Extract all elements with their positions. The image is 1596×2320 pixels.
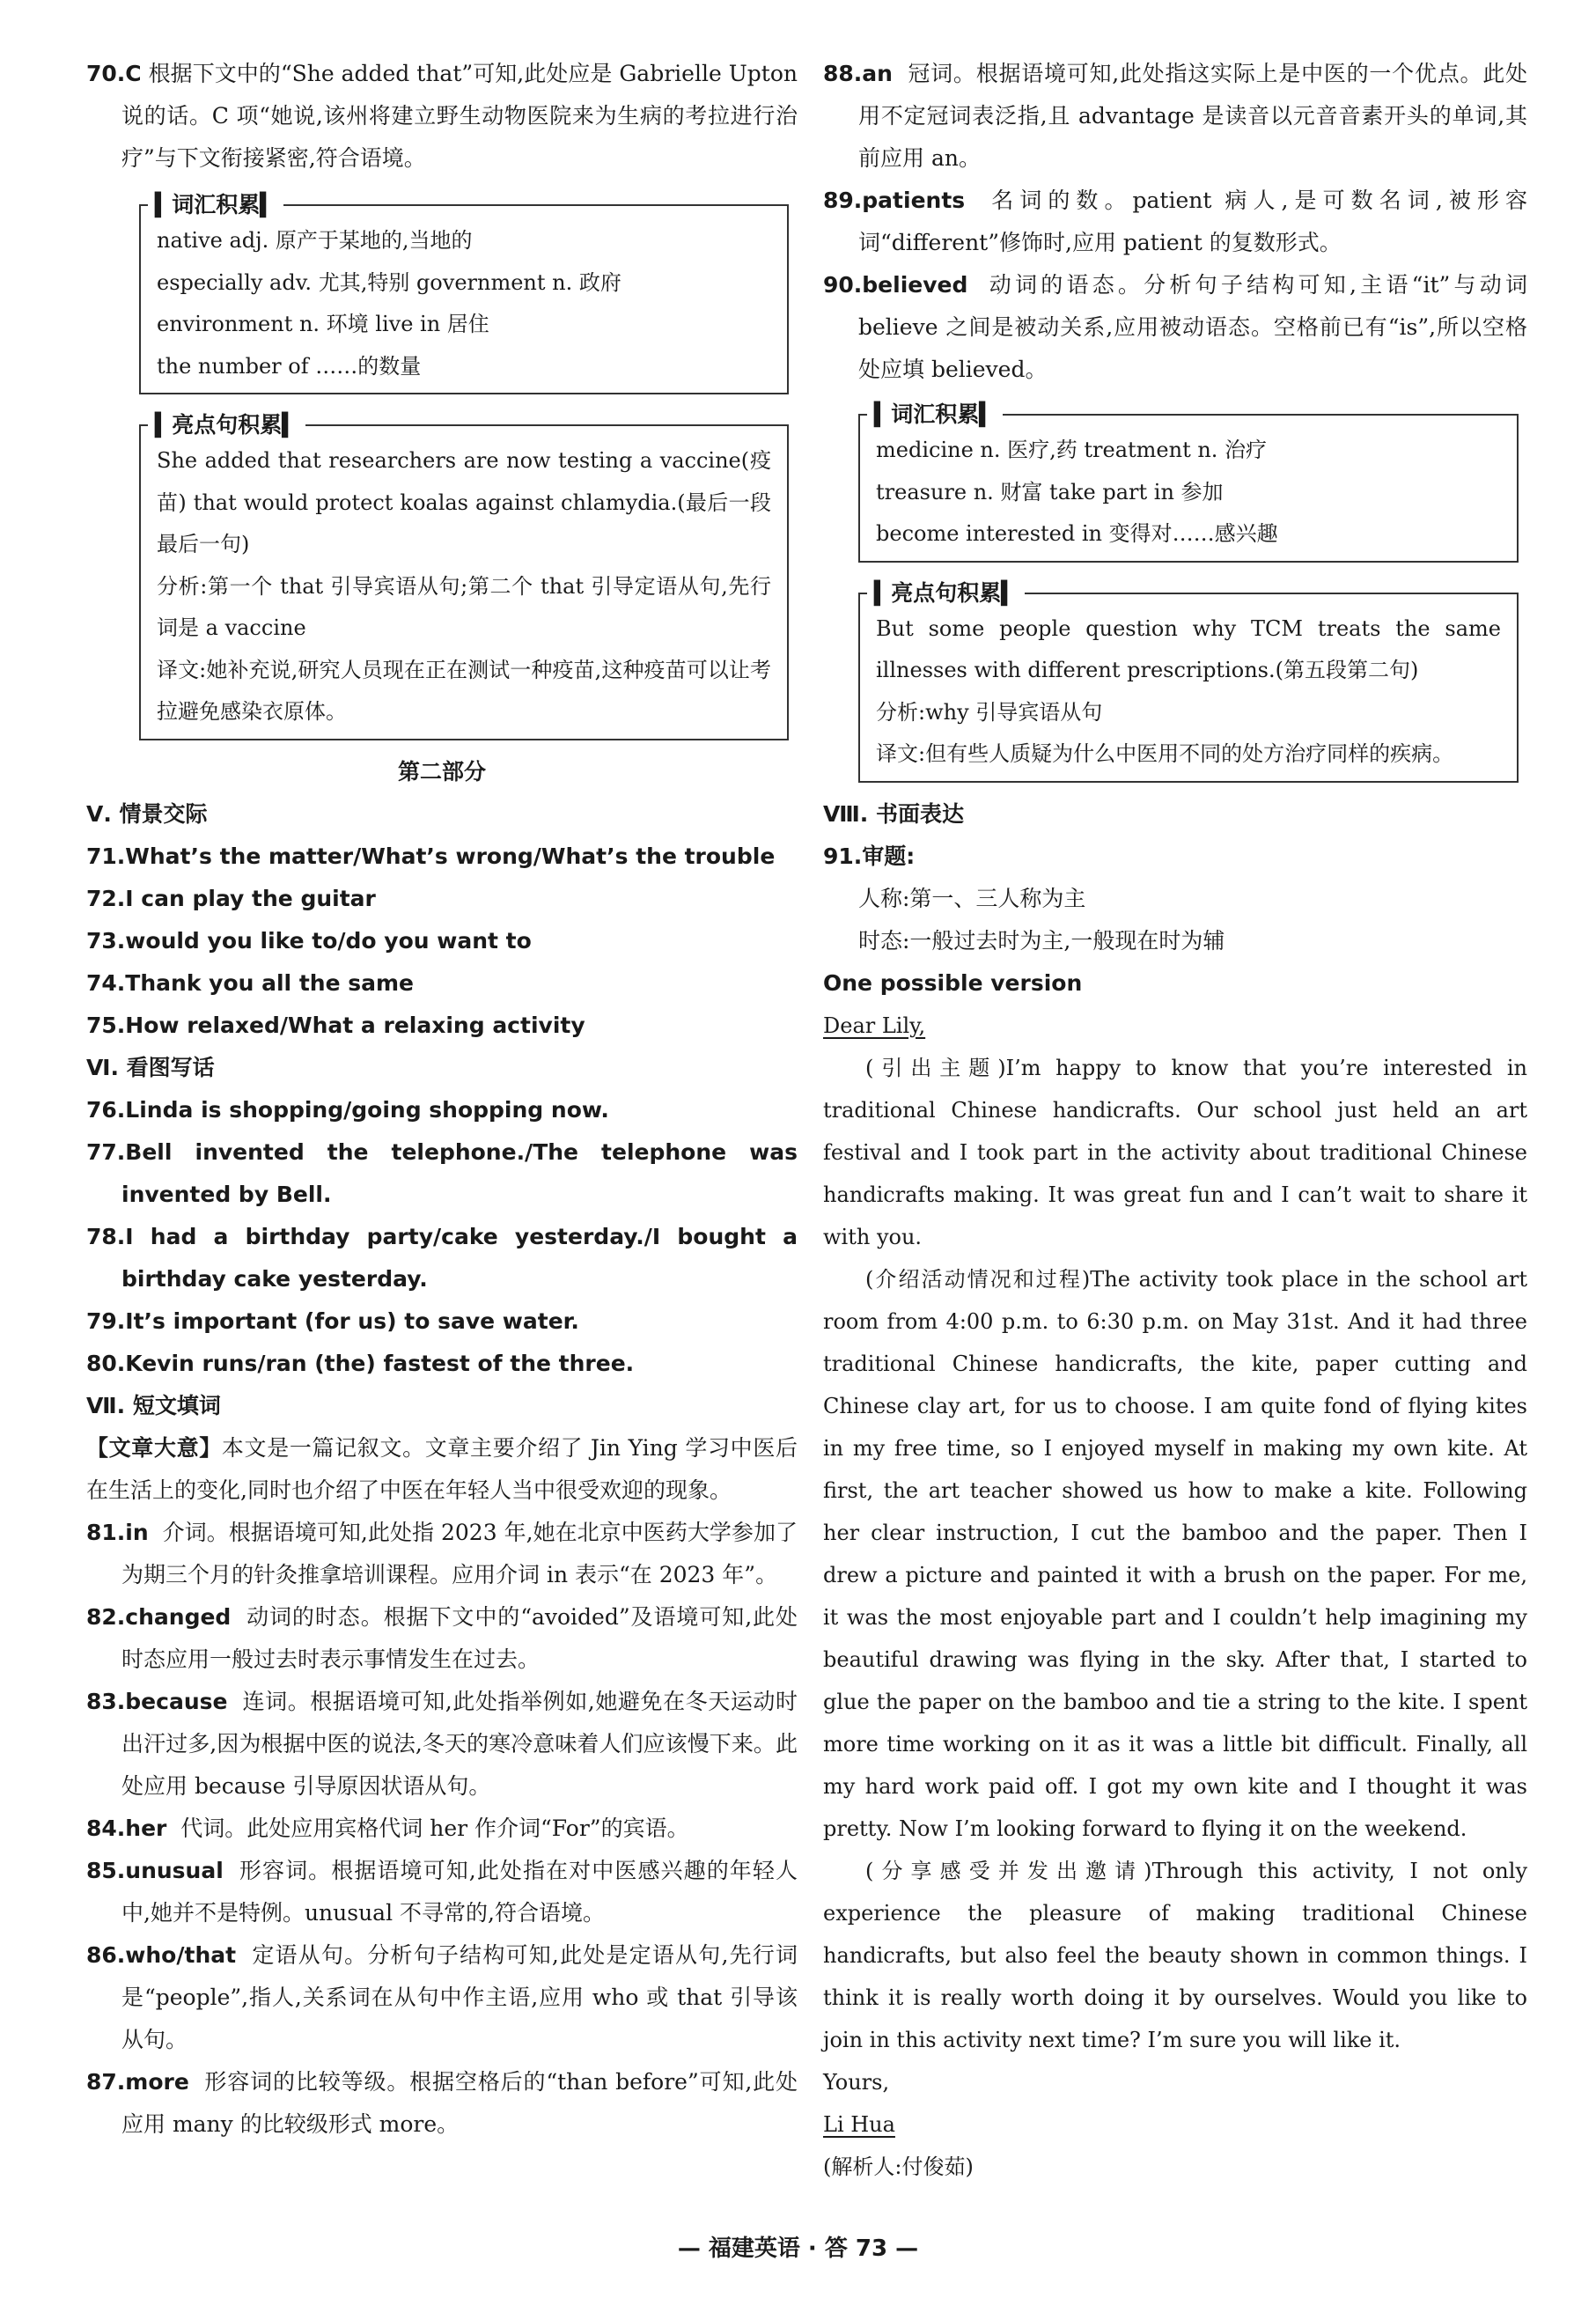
answer-75: 75.How relaxed/What a relaxing activity <box>86 1012 585 1038</box>
section-heading: Ⅴ. 情景交际 <box>86 800 208 827</box>
sentence-translation: 译文:但有些人质疑为什么中医用不同的处方治疗同样的疾病。 <box>876 741 1454 767</box>
sentence-translation: 译文:她补充说,研究人员现在正在测试一种疫苗,这种疫苗可以让考拉避免感染衣原体。 <box>157 657 771 725</box>
answer-88: 88.an 冠词。根据语境可知,此处指这实际上是中医的一个优点。此处用不定冠词表泛指,且 advantage 是读音以元音音素开头的单词,其前应用 an。 <box>823 61 1527 171</box>
vocab-line: environment n. 环境 live in 居住 <box>157 312 489 337</box>
answer-81: 81.in 介词。根据语境可知,此处指 2023 年,她在北京中医药大学参加了为期三个月的针灸推拿培训课程。应用介词 in 表示“在 2023 年”。 <box>86 1519 798 1587</box>
answer-78: 78.I had a birthday party/cake yesterday./I bought a birthday cake yesterday. <box>86 1223 798 1292</box>
article-summary <box>86 1427 798 1512</box>
letter-greeting: Dear Lily, <box>823 1013 926 1038</box>
sample-letter <box>823 1005 1527 2188</box>
key-sentence-box <box>858 579 1519 783</box>
version-heading: One possible version <box>823 969 1083 996</box>
answer-72: 72.I can play the guitar <box>86 885 376 911</box>
answer-84: 84.her 代词。此处应用宾格代词 her 作介词“For”的宾语。 <box>86 1815 689 1841</box>
box-title: ▍ 词汇积累 ▍ <box>148 188 283 222</box>
letter-closing: Yours, <box>823 2069 890 2095</box>
answer-82: 82.changed 动词的时态。根据下文中的“avoided”及语境可知,此处时态应用一般过去时表示事情发生在过去。 <box>86 1603 798 1672</box>
box-title: ▍ 亮点句积累 ▍ <box>148 409 305 442</box>
answer-85: 85.unusual 形容词。根据语境可知,此处指在对中医感兴趣的年轻人中,她并不是特例。unusual 不寻常的,符合语境。 <box>86 1857 798 1926</box>
sentence-analysis: 分析:第一个 that 引导宾语从句;第二个 that 引导定语从句,先行词是 a vaccine <box>157 573 771 641</box>
answer-explanation: 根据下文中的“She added that”可知,此处应是 Gabrielle Upton 说的话。C 项“她说,该州将建立野生动物医院来为生病的考拉进行治疗”与下文衔接紧密,符合语境。 <box>121 61 798 171</box>
answer-87: 87.more 形容词的比较等级。根据空格后的“than before”可知,此处应用 many 的比较级形式 more。 <box>86 2068 798 2137</box>
vocab-line: the number of ……的数量 <box>157 353 422 379</box>
answer-76: 76.Linda is shopping/going shopping now. <box>86 1096 609 1123</box>
answer-number: 70.C <box>86 61 142 86</box>
section-heading: Ⅶ. 短文填词 <box>86 1392 221 1418</box>
letter-paragraph-1: (引出主题)I’m happy to know that you’re interested in traditional Chinese handicrafts. Our school just held an art festival and I took part in the activity about traditional Chinese handicrafts making. It was great fun and I can’t wait to share it with you. <box>823 1055 1527 1249</box>
q91-label: 91.审题: <box>823 843 916 869</box>
page-footer: — 福建英语 · 答 73 — <box>677 2235 919 2262</box>
key-sentence: She added that researchers are now testing a vaccine(疫苗) that would protect koalas against chlamydia.(最后一段最后一句) <box>157 448 771 557</box>
key-sentence-box <box>139 412 789 740</box>
vocab-line: especially adv. 尤其,特别 government n. 政府 <box>157 269 621 295</box>
tense-note: 时态:一般过去时为主,一般现在时为辅 <box>858 927 1225 954</box>
answer-73: 73.would you like to/do you want to <box>86 927 532 954</box>
vocabulary-box <box>858 401 1519 563</box>
part-heading: 第二部分 <box>397 758 486 784</box>
section-heading: Ⅵ. 看图写话 <box>86 1054 215 1080</box>
summary-text: 本文是一篇记叙文。文章主要介绍了 Jin Ying 学习中医后在生活上的变化,同时也介绍了中医在年轻人当中很受欢迎的现象。 <box>86 1434 798 1503</box>
answer-83: 83.because 连词。根据语境可知,此处指举例如,她避免在冬天运动时出汗过多,因为根据中医的说法,冬天的寒冷意味着人们应该慢下来。此处应用 because 引导原因状语从句。 <box>86 1688 798 1799</box>
answer-71: 71.What’s the matter/What’s wrong/What’s the trouble <box>86 843 776 869</box>
vocab-line: become interested in 变得对……感兴趣 <box>876 521 1278 547</box>
answer-77: 77.Bell invented the telephone./The telephone was invented by Bell. <box>86 1138 798 1207</box>
sentence-analysis: 分析:why 引导宾语从句 <box>876 699 1103 725</box>
key-sentence: But some people question why TCM treats the same illnesses with different prescriptions.(第五段第二句) <box>876 615 1501 683</box>
answer-80: 80.Kevin runs/ran (the) fastest of the three. <box>86 1350 635 1376</box>
left-column <box>86 53 798 2146</box>
vocab-line: medicine n. 医疗,药 treatment n. 治疗 <box>876 438 1268 462</box>
answer-89: 89.patients 名词的数。patient 病人,是可数名词,被形容词“different”修饰时,应用 patient 的复数形式。 <box>823 188 1527 255</box>
person-note: 人称:第一、三人称为主 <box>858 885 1086 911</box>
letter-paragraph-3: (分享感受并发出邀请)Through this activity, I not only experience the pleasure of making traditional Chinese handicrafts, but also feel the beauty shown in common things. I think it is really worth doing it by ourselves. Would you like to join in this activity next time? I’m sure you will like it. <box>823 1858 1527 2052</box>
right-column <box>823 53 1527 2188</box>
answer-86: 86.who/that 定语从句。分析句子结构可知,此处是定语从句,先行词是“people”,指人,关系词在从句中作主语,应用 who 或 that 引导该从句。 <box>86 1941 798 2052</box>
vocabulary-box <box>139 192 789 394</box>
answer-79: 79.It’s important (for us) to save water. <box>86 1307 579 1334</box>
summary-label: 【文章大意】 <box>86 1434 222 1461</box>
box-title: ▍ 词汇积累 ▍ <box>867 398 1003 431</box>
letter-signature: Li Hua <box>823 2111 895 2137</box>
section-heading: Ⅷ. 书面表达 <box>823 800 965 827</box>
answer-74: 74.Thank you all the same <box>86 969 414 996</box>
vocab-line: native adj. 原产于某地的,当地的 <box>157 228 473 253</box>
answer-70 <box>86 53 798 180</box>
box-title: ▍ 亮点句积累 ▍ <box>867 577 1025 610</box>
analyst-credit: (解析人:付俊茹) <box>823 2154 974 2179</box>
vocab-line: treasure n. 财富 take part in 参加 <box>876 479 1224 505</box>
letter-paragraph-2: (介绍活动情况和过程)The activity took place in the school art room from 4:00 p.m. to 6:30 p.m. on May 31st. And it had three traditional Chinese handicrafts, the kite, paper cutting and Chinese clay art, for us to choose. I am quite fond of flying kites in my free time, so I enjoyed myself in making my own kite. At first, the art teacher showed us how to make a kite. Following her clear instruction, I cut the bamboo and the paper. Then I drew a picture and painted it with a brush on the paper. For me, it was the most enjoyable part and I couldn’t help imagining my beautiful drawing was flying in the sky. After that, I started to glue the paper on the bamboo and tie a string to the kite. I spent more time working on it as it was a little bit difficult. Finally, all my hard work paid off. I got my own kite and I thought it was pretty. Now I’m looking forward to flying it on the weekend. <box>823 1266 1527 1841</box>
answer-90: 90.believed 动词的语态。分析句子结构可知,主语“it”与动词 believe 之间是被动关系,应用被动语态。空格前已有“is”,所以空格处应填 believed。 <box>823 272 1527 382</box>
